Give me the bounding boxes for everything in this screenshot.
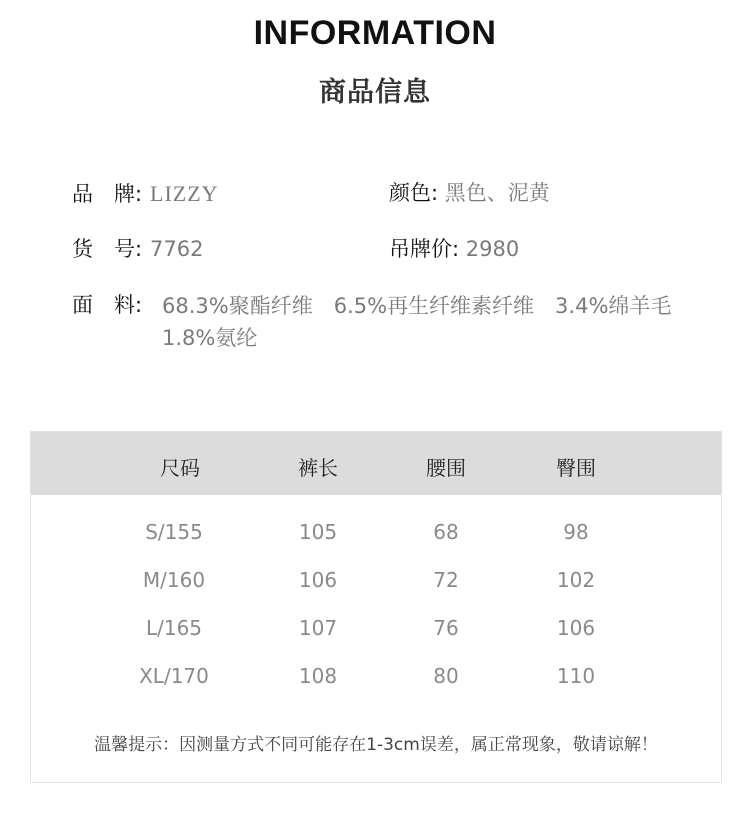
size-table xyxy=(30,431,722,783)
material-line-1: 68.3%聚酯纤维 6.5%再生纤维素纤维 3.4%绵羊毛 xyxy=(162,294,672,318)
cell-hip: 102 xyxy=(556,568,596,592)
cell-waist: 76 xyxy=(433,616,459,640)
cell-length: 106 xyxy=(298,568,338,592)
cell-waist: 72 xyxy=(433,568,459,592)
material-value xyxy=(162,290,722,354)
item-no-label: 货 号: xyxy=(72,237,143,261)
cell-hip: 110 xyxy=(556,664,596,688)
item-no-value: 7762 xyxy=(150,237,204,261)
cell-size: XL/170 xyxy=(139,664,209,688)
header-waist: 腰围 xyxy=(426,456,466,480)
measurement-note: 温馨提示：因测量方式不同可能存在1-3cm误差，属正常现象，敬请谅解！ xyxy=(94,735,658,755)
brand-label: 品 牌: xyxy=(72,182,143,206)
page-title-cn: 商品信息 xyxy=(319,77,431,108)
size-table-header xyxy=(31,432,721,495)
cell-length: 107 xyxy=(298,616,338,640)
brand-value: LIZZY xyxy=(150,181,219,206)
material-label: 面 料: xyxy=(72,293,143,317)
cell-waist: 68 xyxy=(433,520,459,544)
cell-length: 105 xyxy=(298,520,338,544)
cell-size: M/160 xyxy=(142,568,206,592)
brand-row xyxy=(72,178,219,210)
material-row xyxy=(72,290,150,321)
header-length: 裤长 xyxy=(298,456,338,480)
cell-size: L/165 xyxy=(145,616,203,640)
material-line-2: 1.8%氨纶 xyxy=(162,326,258,350)
tag-price-value: 2980 xyxy=(465,237,520,261)
item-no-row xyxy=(72,234,203,265)
header-hip: 臀围 xyxy=(556,456,596,480)
color-value: 黑色、泥黄 xyxy=(444,181,550,205)
cell-hip: 98 xyxy=(563,520,589,544)
cell-size: S/155 xyxy=(145,520,203,544)
header-size: 尺码 xyxy=(160,456,200,480)
tag-price-row xyxy=(389,234,519,265)
cell-length: 108 xyxy=(298,664,338,688)
cell-hip: 106 xyxy=(556,616,596,640)
page-title-en: INFORMATION xyxy=(253,14,497,52)
cell-waist: 80 xyxy=(433,664,459,688)
tag-price-label: 吊牌价: xyxy=(389,237,460,261)
color-row xyxy=(389,178,550,209)
color-label: 颜色: xyxy=(389,181,439,205)
